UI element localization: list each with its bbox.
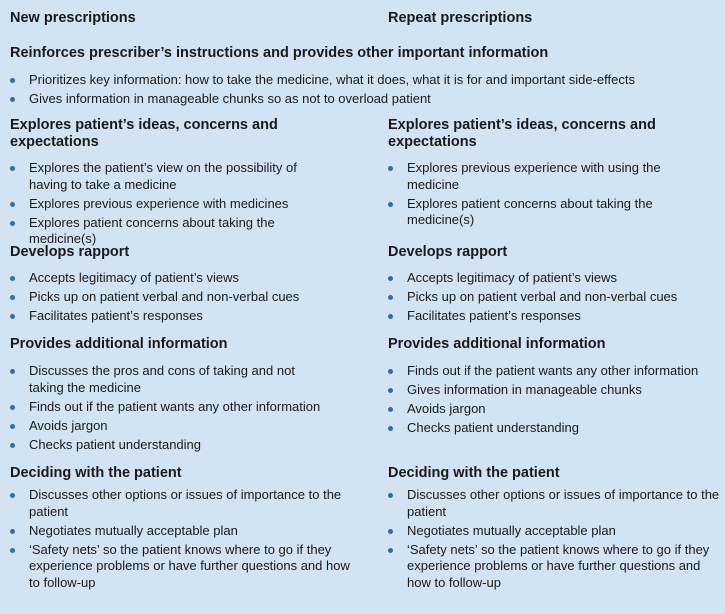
bullet-icon bbox=[10, 221, 15, 226]
shared-list bbox=[10, 72, 715, 110]
list-item: Discusses other options or issues of importance to the patient bbox=[10, 487, 350, 520]
left-deciding-list bbox=[10, 487, 350, 594]
right-rapport-heading: Develops rapport bbox=[388, 244, 508, 260]
list-item: Checks patient understanding bbox=[388, 420, 720, 437]
list-item: Accepts legitimacy of patient’s views bbox=[388, 270, 720, 287]
list-item: Facilitates patient’s responses bbox=[388, 308, 720, 325]
list-item: ‘Safety nets’ so the patient knows where to go if they experience problems or have further questions and how to follow-up bbox=[10, 542, 350, 592]
right-explores-heading: Explores patient’s ideas, concerns and expectations bbox=[388, 117, 656, 150]
list-item: Accepts legitimacy of patient’s views bbox=[10, 270, 370, 287]
bullet-icon bbox=[10, 369, 15, 374]
bullet-icon bbox=[10, 493, 15, 498]
left-explores-heading: Explores patient’s ideas, concerns and expectations bbox=[10, 117, 278, 150]
bullet-icon bbox=[388, 369, 393, 374]
bullet-icon bbox=[10, 166, 15, 171]
list-item: Picks up on patient verbal and non-verbal cues bbox=[10, 289, 370, 306]
list-item: Finds out if the patient wants any other information bbox=[388, 363, 720, 380]
list-item: Explores patient concerns about taking the medicine(s) bbox=[388, 196, 700, 229]
left-deciding-heading: Deciding with the patient bbox=[10, 465, 182, 481]
left-rapport-list bbox=[10, 270, 370, 327]
column-header-repeat: Repeat prescriptions bbox=[388, 10, 533, 26]
list-item: Avoids jargon bbox=[388, 401, 720, 418]
bullet-icon bbox=[388, 529, 393, 534]
list-item: Discusses the pros and cons of taking and not taking the medicine bbox=[10, 363, 330, 396]
bullet-icon bbox=[388, 493, 393, 498]
list-item: Explores previous experience with using the medicine bbox=[388, 160, 700, 193]
left-additional-heading: Provides additional information bbox=[10, 336, 228, 352]
bullet-icon bbox=[10, 314, 15, 319]
bullet-icon bbox=[388, 314, 393, 319]
bullet-icon bbox=[388, 166, 393, 171]
list-item: Gives information in manageable chunks bbox=[388, 382, 720, 399]
right-additional-list bbox=[388, 363, 720, 439]
list-item: Checks patient understanding bbox=[10, 437, 330, 454]
bullet-icon bbox=[10, 529, 15, 534]
list-item: Discusses other options or issues of importance to the patient bbox=[388, 487, 720, 520]
bullet-icon bbox=[10, 97, 15, 102]
bullet-icon bbox=[10, 202, 15, 207]
right-additional-heading: Provides additional information bbox=[388, 336, 606, 352]
list-item: Finds out if the patient wants any other information bbox=[10, 399, 330, 416]
right-deciding-list bbox=[388, 487, 720, 594]
bullet-icon bbox=[10, 276, 15, 281]
list-item: Prioritizes key information: how to take the medicine, what it does, what it is for and important side-effects bbox=[10, 72, 715, 89]
left-explores-list bbox=[10, 160, 330, 250]
right-deciding-heading: Deciding with the patient bbox=[388, 465, 560, 481]
column-header-new: New prescriptions bbox=[10, 10, 136, 26]
bullet-icon bbox=[10, 548, 15, 553]
bullet-icon bbox=[388, 426, 393, 431]
list-item: Explores the patient’s view on the possibility of having to take a medicine bbox=[10, 160, 330, 193]
list-item: Negotiates mutually acceptable plan bbox=[388, 523, 720, 540]
left-rapport-heading: Develops rapport bbox=[10, 244, 130, 260]
list-item: Gives information in manageable chunks so as not to overload patient bbox=[10, 91, 715, 108]
list-item: Negotiates mutually acceptable plan bbox=[10, 523, 350, 540]
list-item: Explores patient concerns about taking the medicine(s) bbox=[10, 215, 330, 248]
right-explores-list bbox=[388, 160, 700, 231]
list-item: Explores previous experience with medicines bbox=[10, 196, 330, 213]
bullet-icon bbox=[388, 388, 393, 393]
bullet-icon bbox=[388, 407, 393, 412]
list-item: Avoids jargon bbox=[10, 418, 330, 435]
bullet-icon bbox=[10, 424, 15, 429]
bullet-icon bbox=[388, 548, 393, 553]
bullet-icon bbox=[10, 443, 15, 448]
list-item: ‘Safety nets’ so the patient knows where to go if they experience problems or have further questions and how to follow-up bbox=[388, 542, 720, 592]
bullet-icon bbox=[388, 295, 393, 300]
bullet-icon bbox=[10, 405, 15, 410]
shared-section-heading: Reinforces prescriber’s instructions and provides other important information bbox=[10, 45, 549, 61]
bullet-icon bbox=[388, 276, 393, 281]
bullet-icon bbox=[10, 295, 15, 300]
left-additional-list bbox=[10, 363, 330, 456]
right-rapport-list bbox=[388, 270, 720, 327]
list-item: Picks up on patient verbal and non-verbal cues bbox=[388, 289, 720, 306]
bullet-icon bbox=[388, 202, 393, 207]
list-item: Facilitates patient’s responses bbox=[10, 308, 370, 325]
bullet-icon bbox=[10, 78, 15, 83]
